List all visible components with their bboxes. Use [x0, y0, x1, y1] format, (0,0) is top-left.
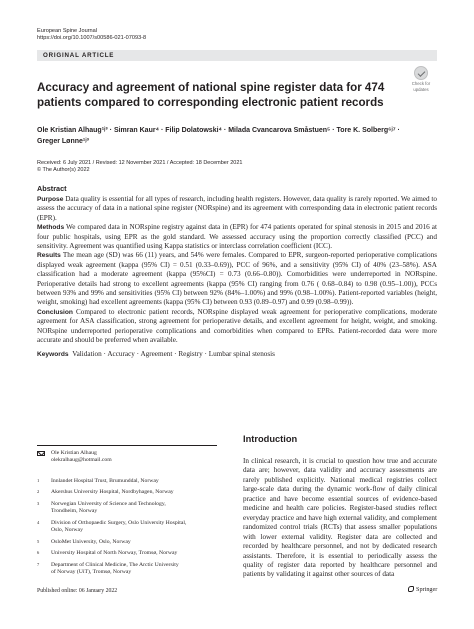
history-dates: Received: 6 July 2021 / Revised: 12 November 2021 / Accepted: 18 December 2021 — [37, 160, 243, 166]
affiliation-number: 3 — [37, 500, 40, 506]
abstract-purpose — [37, 195, 437, 223]
abstract-conclusion — [37, 308, 437, 346]
authors-line-2: Greger Lønne¹ʲ³ — [37, 138, 89, 145]
abstract-body — [37, 195, 437, 346]
article-title: Accuracy and agreement of national spine register data for 474 patients compared to corresponding electronic patient records — [37, 81, 385, 109]
affiliation-line: of Norway (UiT), Tromsø, Norway — [51, 568, 132, 575]
methods-text: We compared data in NORspine registry against data in (EPR) for 474 patients operated for spinal stenosis in 2015 and 2016 at four public hospitals, using EPR as the gold standard. We assessed accuracy using the proportion correctly classified (PCC) and sensitivity. Agreement was quantified using Kappa statistics or interclass correlation coefficient (ICC). — [37, 223, 437, 251]
affiliation-number: 7 — [37, 561, 40, 567]
abstract-methods — [37, 223, 437, 251]
affiliation-line: Innlandet Hospital Trust, Brumunddal, Norway — [51, 478, 159, 484]
keywords-label: Keywords — [37, 351, 69, 358]
affiliation-item — [37, 489, 217, 496]
purpose-label: Purpose — [37, 196, 64, 203]
affiliation-item — [37, 478, 217, 485]
correspondence — [37, 450, 217, 465]
envelope-icon — [37, 451, 45, 456]
affiliation-number: 6 — [37, 550, 40, 556]
affiliation-line: Department of Clinical Medicine, The Arctic University — [51, 561, 179, 568]
affiliation-item — [37, 520, 217, 535]
check-updates-line2: updates — [413, 87, 429, 92]
affiliation-line: Oslo, Norway — [51, 527, 83, 534]
affiliation-line: OsloMet University, Oslo, Norway — [51, 538, 131, 545]
affiliation-item — [37, 562, 217, 577]
publisher-logo — [408, 586, 437, 593]
authors-line-1: Ole Kristian Alhaug¹ʲ³ · Simran Kaur⁴ · Filip Dolatowski⁴ · Milada Cvancarova Småstuen⁵ · Tore K. Solberg⁶ʲ⁷ · — [37, 127, 400, 134]
affiliation-line: Division of Orthopaedic Surgery, Oslo University Hospital, — [51, 519, 187, 526]
check-for-updates[interactable] — [406, 66, 436, 96]
corresponding-email[interactable]: olekralhaug@hotmail.com — [51, 457, 112, 464]
published-online: Published online: 06 January 2022 — [37, 588, 118, 594]
affiliations-list — [37, 478, 217, 580]
affiliation-item — [37, 539, 217, 546]
introduction-text: In clinical research, it is crucial to question how true and accurate data are; however, data validity and accuracy assessments are rarely published explicitly. National medical registries collect large-scale data during the dynamic work-flow of daily clinical practice and have become essential sources of evidence-based medicine and health care policies. Register-based studies reflect everyday practice and have high external validity, and complement randomized control trials (RCTs) that assess smaller populations with lower external validity. Register data are collected and recorded by healthcare personnel, and not by dedicated research assistants. Therefore, it is essential to periodically assess the quality of register data reported by healthcare personnel and patients by validating it against other sources of data — [243, 457, 437, 579]
affiliation-item — [37, 550, 217, 557]
methods-label: Methods — [37, 224, 65, 232]
affiliation-line: Trondheim, Norway — [51, 508, 98, 515]
article-dates — [37, 160, 242, 174]
article-type-label: ORIGINAL ARTICLE — [43, 52, 115, 59]
article-type-bar — [37, 50, 437, 61]
corresponding-name: Ole Kristian Alhaug — [51, 450, 97, 456]
publisher-name: Springer — [416, 586, 438, 593]
purpose-text: Data quality is essential for all types of research, including health registers. However, data quality is rarely reported. We aimed to assess the accuracy of data in a national spine register (NORspine) and its agreement with corresponding data in electronic patient records (EPR). — [37, 195, 438, 222]
affiliation-line: Akershus University Hospital, Nordbyhagen, Norway — [51, 489, 174, 496]
doi-link[interactable]: https://doi.org/10.1007/s00586-021-07093-8 — [37, 35, 147, 41]
affiliation-number: 2 — [37, 489, 40, 495]
journal-name: European Spine Journal — [37, 28, 98, 34]
footnote-divider — [37, 445, 217, 446]
results-label: Results — [37, 252, 61, 260]
abstract-results — [37, 251, 437, 307]
corresponding-author — [37, 450, 217, 465]
author-list — [37, 125, 437, 147]
springer-horse-icon — [408, 586, 414, 592]
journal-header — [37, 28, 146, 42]
results-text: The mean age (SD) was 66 (11) years, and 54% were females. Compared to EPR, surgeon-reported perioperative complications displayed weak agreement (kappa (95% CI) = 0.51 (0.33–0.69)), PCC of 96%, and a sensitivity (95% CI) of 40% (23–58%). ASA classification had a moderate agreement (kappa (95%CI) = 0.73 (0.66–0.80)). Comorbidities were underreported in NORspine. Perioperative details had strong to excellent agreements (kappa (95% CI) ranging from 0.76 ( 0.68–0.84) to 0.98 (0.95–1.00)), PCCs between 93% and 99% and sensitivities (95% CI) between 92% (84%–1.00%) and 99% (0.98–1.00%). Patient-reported variables (height, weight, smoking) had excellent agreements (kappa (95% CI) between 0.93 (0.89–0.97) and 0.99 (0.98–0.99)). — [37, 251, 438, 307]
check-updates-line1: Check for — [411, 81, 431, 86]
abstract-heading: Abstract — [37, 184, 67, 193]
keywords — [37, 350, 437, 359]
affiliation-number: 1 — [37, 478, 40, 483]
check-updates-icon — [414, 66, 428, 80]
affiliation-number: 4 — [37, 519, 40, 525]
conclusion-text: Compared to electronic patient records, NORspine displayed weak agreement for perioperative complications, moderate agreement for ASA classification, strong agreement for perioperative details, and excellent agreement for height, weight, and smoking. NORspine underreported perioperative complications and comorbidities when compared to EPRs. Patient-recorded data were more accurate and should be preferred when available. — [37, 307, 437, 345]
keywords-text: Validation · Accuracy · Agreement · Registry · Lumbar spinal stenosis — [72, 350, 275, 358]
copyright: © The Author(s) 2022 — [37, 167, 90, 173]
affiliation-line: Norwegian University of Science and Technology, — [51, 500, 166, 507]
affiliation-item — [37, 501, 217, 516]
conclusion-label: Conclusion — [37, 308, 73, 316]
affiliation-number: 5 — [37, 538, 40, 544]
affiliation-line: University Hospital of North Norway, Tromsø, Norway — [51, 550, 178, 557]
introduction-heading: Introduction — [243, 434, 298, 444]
